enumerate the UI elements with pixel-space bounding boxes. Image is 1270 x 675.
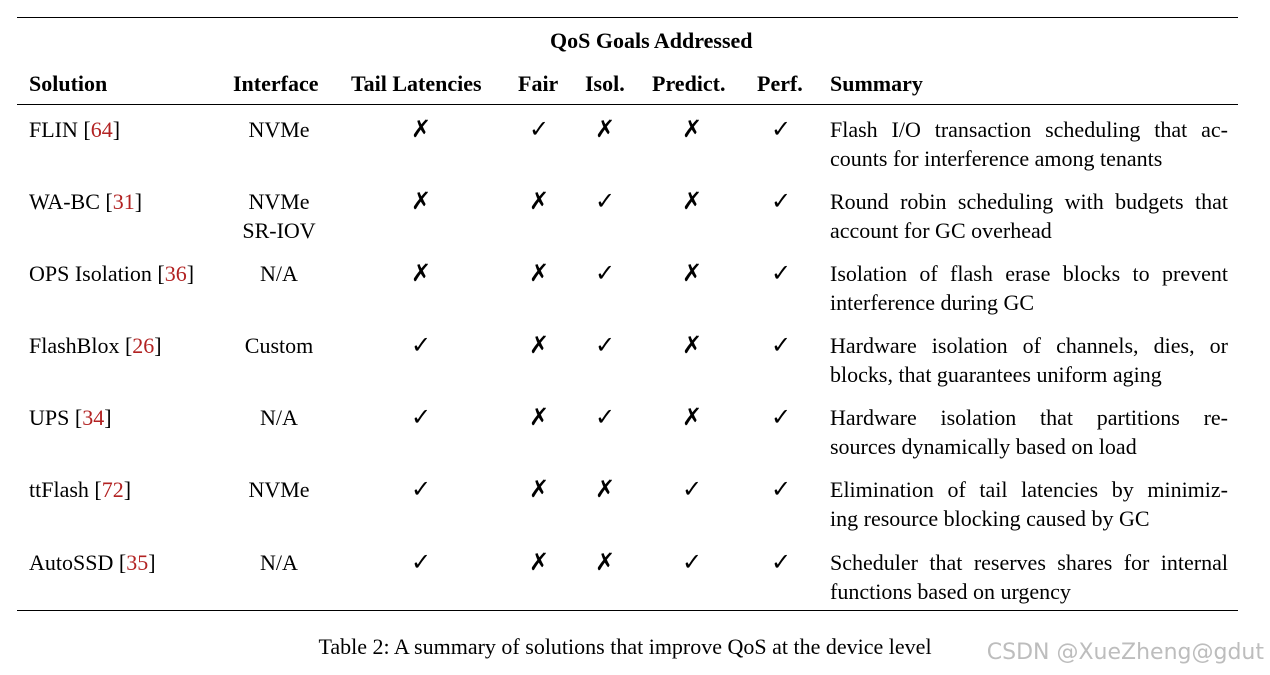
tail-latencies-mark: ✗ bbox=[410, 187, 432, 215]
fair-mark: ✗ bbox=[528, 403, 550, 431]
interface-cell: NVMe bbox=[248, 189, 310, 214]
summary-line: counts for interference among tenants bbox=[830, 146, 1163, 171]
interface-cell: N/A bbox=[260, 405, 298, 430]
summary-line: blocks, that guarantees uniform aging bbox=[830, 362, 1162, 387]
solution-name: AutoSSD bbox=[29, 550, 114, 575]
summary-cell bbox=[830, 187, 1228, 245]
summary-line: functions based on urgency bbox=[830, 579, 1071, 604]
interface-cell: Custom bbox=[244, 333, 314, 358]
perf-mark: ✓ bbox=[770, 331, 792, 359]
watermark: CSDN @XueZheng@gdut bbox=[986, 640, 1264, 665]
col-header-interface: Interface bbox=[233, 71, 319, 96]
summary-line: sources dynamically based on load bbox=[830, 434, 1137, 459]
col-header-perf: Perf. bbox=[757, 71, 803, 96]
interface-cell: N/A bbox=[260, 261, 298, 286]
summary-line: interference during GC bbox=[830, 290, 1035, 315]
interface-cell: NVMe bbox=[248, 117, 310, 142]
solution-name: OPS Isolation bbox=[29, 261, 152, 286]
col-header-predict: Predict. bbox=[652, 71, 726, 96]
qos-goals-header: QoS Goals Addressed bbox=[550, 28, 753, 53]
predict-mark: ✓ bbox=[681, 475, 703, 503]
summary-line: Hardware isolation that partitions re- bbox=[830, 405, 1228, 430]
citation-link[interactable]: 26 bbox=[132, 333, 155, 358]
summary-cell bbox=[830, 548, 1228, 606]
bottom-rule bbox=[17, 610, 1238, 611]
summary-cell bbox=[830, 475, 1228, 533]
predict-mark: ✗ bbox=[681, 259, 703, 287]
solution-name: WA-BC bbox=[29, 189, 100, 214]
col-header-isolation: Isol. bbox=[585, 71, 625, 96]
predict-mark: ✗ bbox=[681, 331, 703, 359]
predict-mark: ✗ bbox=[681, 403, 703, 431]
citation-link[interactable]: 35 bbox=[126, 550, 149, 575]
fair-mark: ✓ bbox=[528, 115, 550, 143]
summary-cell bbox=[830, 403, 1228, 461]
summary-line: Isolation of flash erase blocks to prevent bbox=[830, 261, 1228, 286]
perf-mark: ✓ bbox=[770, 115, 792, 143]
isolation-mark: ✗ bbox=[594, 548, 616, 576]
isolation-mark: ✓ bbox=[594, 403, 616, 431]
isolation-mark: ✓ bbox=[594, 187, 616, 215]
summary-line: Hardware isolation of channels, dies, or bbox=[830, 333, 1228, 358]
citation-link[interactable]: 31 bbox=[112, 189, 135, 214]
summary-line: account for GC overhead bbox=[830, 218, 1052, 243]
solution-name: UPS bbox=[29, 405, 70, 430]
tail-latencies-mark: ✗ bbox=[410, 259, 432, 287]
citation-link[interactable]: 36 bbox=[164, 261, 187, 286]
summary-line: Round robin scheduling with budgets that bbox=[830, 189, 1228, 214]
predict-mark: ✓ bbox=[681, 548, 703, 576]
tail-latencies-mark: ✓ bbox=[410, 403, 432, 431]
tail-latencies-mark: ✗ bbox=[410, 115, 432, 143]
tail-latencies-mark: ✓ bbox=[410, 331, 432, 359]
solution-name: FlashBlox bbox=[29, 333, 120, 358]
summary-line: ing resource blocking caused by GC bbox=[830, 506, 1150, 531]
header-rule bbox=[17, 104, 1238, 105]
col-header-summary: Summary bbox=[830, 71, 923, 96]
citation-link[interactable]: 72 bbox=[101, 477, 124, 502]
fair-mark: ✗ bbox=[528, 259, 550, 287]
isolation-mark: ✓ bbox=[594, 259, 616, 287]
summary-cell bbox=[830, 259, 1228, 317]
predict-mark: ✗ bbox=[681, 187, 703, 215]
perf-mark: ✓ bbox=[770, 475, 792, 503]
solution-cell: AutoSSD [35] bbox=[29, 550, 156, 575]
isolation-mark: ✗ bbox=[594, 475, 616, 503]
table-caption: Table 2: A summary of solutions that improve QoS at the device level bbox=[318, 634, 932, 659]
interface-cell: SR-IOV bbox=[242, 218, 316, 243]
interface-cell: NVMe bbox=[248, 477, 310, 502]
summary-line: Flash I/O transaction scheduling that ac- bbox=[830, 117, 1228, 142]
fair-mark: ✗ bbox=[528, 187, 550, 215]
perf-mark: ✓ bbox=[770, 259, 792, 287]
isolation-mark: ✗ bbox=[594, 115, 616, 143]
solution-cell: UPS [34] bbox=[29, 405, 112, 430]
summary-line: Elimination of tail latencies by minimiz- bbox=[830, 477, 1228, 502]
solution-cell: WA-BC [31] bbox=[29, 189, 143, 214]
summary-line: Scheduler that reserves shares for internal bbox=[830, 550, 1228, 575]
interface-cell: N/A bbox=[260, 550, 298, 575]
solution-name: FLIN bbox=[29, 117, 78, 142]
solution-cell: ttFlash [72] bbox=[29, 477, 132, 502]
perf-mark: ✓ bbox=[770, 548, 792, 576]
perf-mark: ✓ bbox=[770, 187, 792, 215]
solution-cell: OPS Isolation [36] bbox=[29, 261, 195, 286]
isolation-mark: ✓ bbox=[594, 331, 616, 359]
summary-cell bbox=[830, 115, 1228, 173]
tail-latencies-mark: ✓ bbox=[410, 475, 432, 503]
fair-mark: ✗ bbox=[528, 475, 550, 503]
fair-mark: ✗ bbox=[528, 331, 550, 359]
perf-mark: ✓ bbox=[770, 403, 792, 431]
citation-link[interactable]: 34 bbox=[82, 405, 105, 430]
solution-cell: FLIN [64] bbox=[29, 117, 121, 142]
col-header-fair: Fair bbox=[518, 71, 559, 96]
solution-name: ttFlash bbox=[29, 477, 89, 502]
citation-link[interactable]: 64 bbox=[90, 117, 113, 142]
col-header-solution: Solution bbox=[29, 71, 108, 96]
top-rule bbox=[17, 17, 1238, 18]
col-header-tail-latencies: Tail Latencies bbox=[351, 71, 482, 96]
summary-cell bbox=[830, 331, 1228, 389]
fair-mark: ✗ bbox=[528, 548, 550, 576]
solution-cell: FlashBlox [26] bbox=[29, 333, 162, 358]
predict-mark: ✗ bbox=[681, 115, 703, 143]
tail-latencies-mark: ✓ bbox=[410, 548, 432, 576]
